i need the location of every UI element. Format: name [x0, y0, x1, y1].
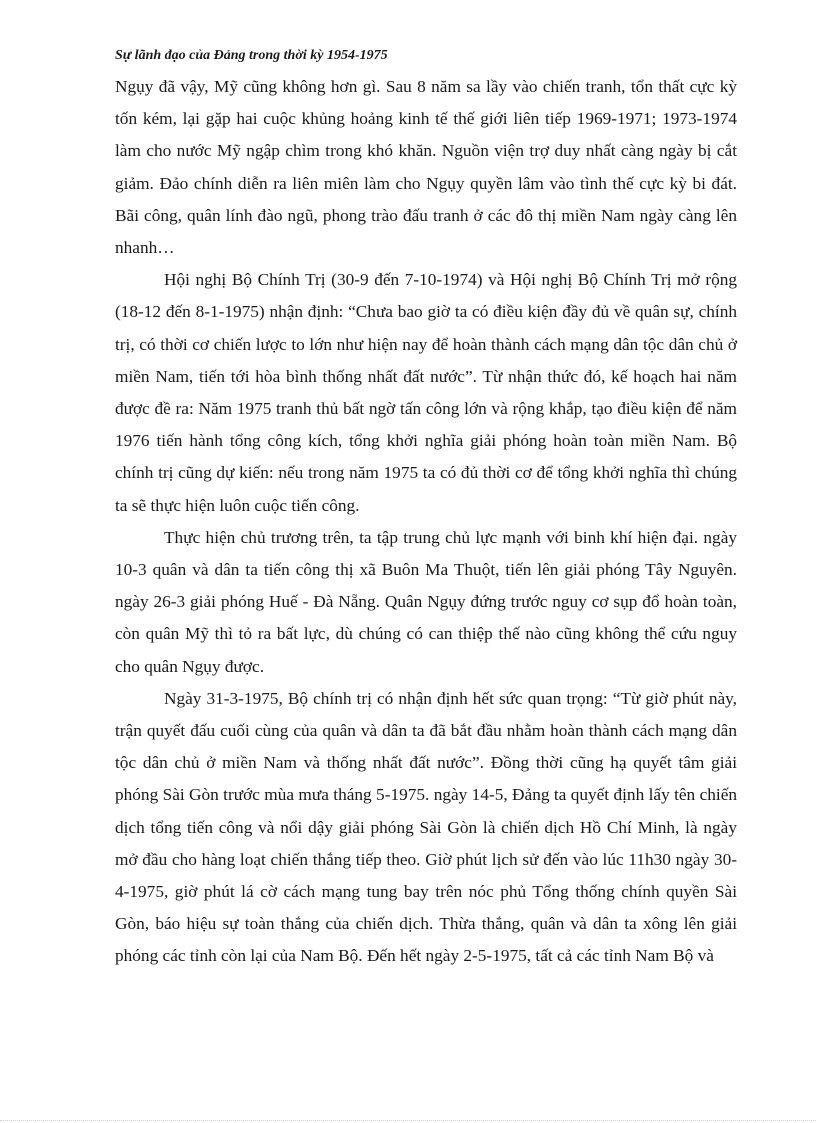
body-text	[115, 71, 737, 973]
paragraph: Hội nghị Bộ Chính Trị (30-9 đến 7-10-1974) và Hội nghị Bộ Chính Trị mở rộng (18-12 đến 8-1-1975) nhận định: “Chưa bao giờ ta có điều kiện đầy đủ về quân sự, chính trị, có thời cơ chiến lược to lớn như hiện nay để hoàn thành cách mạng dân tộc dân chủ ở miền Nam, tiến tới hòa bình thống nhất đất nước”. Từ nhận thức đó, kế hoạch hai năm được đề ra: Năm 1975 tranh thủ bất ngờ tấn công lớn và rộng khắp, tạo điều kiện để năm 1976 tiến hành tổng công kích, tổng khởi nghĩa giải phóng hoàn toàn miền Nam. Bộ chính trị cũng dự kiến: nếu trong năm 1975 ta có đủ thời cơ để tổng khởi nghĩa thì chúng ta sẽ thực hiện luôn cuộc tiến công.	[115, 270, 737, 515]
paragraph: Thực hiện chủ trương trên, ta tập trung chủ lực mạnh với binh khí hiện đại. ngày 10-3 quân và dân ta tiến công thị xã Buôn Ma Thuột, tiến lên giải phóng Tây Nguyên. ngày 26-3 giải phóng Huế - Đà Nẵng. Quân Ngụy đứng trước nguy cơ sụp đổ hoàn toàn, còn quân Mỹ thì tỏ ra bất lực, dù chúng có can thiệp thế nào cũng không thể cứu nguy cho quân Ngụy được.	[115, 527, 737, 676]
paragraph: Ngày 31-3-1975, Bộ chính trị có nhận định hết sức quan trọng: “Từ giờ phút này, trận quyết đấu cuối cùng của quân và dân ta đã bắt đầu nhằm hoàn thành cách mạng dân tộc dân chủ ở miền Nam và thống nhất đất nước”. Đồng thời cũng hạ quyết tâm giải phóng Sài Gòn trước mùa mưa tháng 5-1975. ngày 14-5, Đảng ta quyết định lấy tên chiến dịch tổng tiến công và nổi dậy giải phóng Sài Gòn là chiến dịch Hồ Chí Minh, là ngày mở đầu cho hàng loạt chiến thắng tiếp theo. Giờ phút lịch sử đến vào lúc 11h30 ngày 30-4-1975, giờ phút lá cờ cách mạng tung bay trên nóc phủ Tổng thống chính quyền Sài Gòn, báo hiệu sự toàn thắng của chiến dịch. Thừa thắng, quân và dân ta xông lên giải phóng các tỉnh còn lại của Nam Bộ. Đến hết ngày 2-5-1975, tất cả các tỉnh Nam Bộ và	[115, 688, 737, 966]
page-bottom-divider	[0, 1120, 816, 1121]
paragraph: Ngụy đã vậy, Mỹ cũng không hơn gì. Sau 8 năm sa lầy vào chiến tranh, tổn thất cực kỳ tốn kém, lại gặp hai cuộc khủng hoảng kinh tế thế giới liên tiếp 1969-1971; 1973-1974 làm cho nước Mỹ ngập chìm trong khó khăn. Nguồn viện trợ duy nhất càng ngày bị cắt giảm. Đảo chính diễn ra liên miên làm cho Ngụy quyền lâm vào tình thế cực kỳ bi đát. Bãi công, quân lính đào ngũ, phong trào đấu tranh ở các đô thị miền Nam ngày càng lên nhanh…	[115, 77, 737, 258]
running-header: Sự lãnh đạo của Đảng trong thời kỳ 1954-1975	[115, 48, 388, 63]
